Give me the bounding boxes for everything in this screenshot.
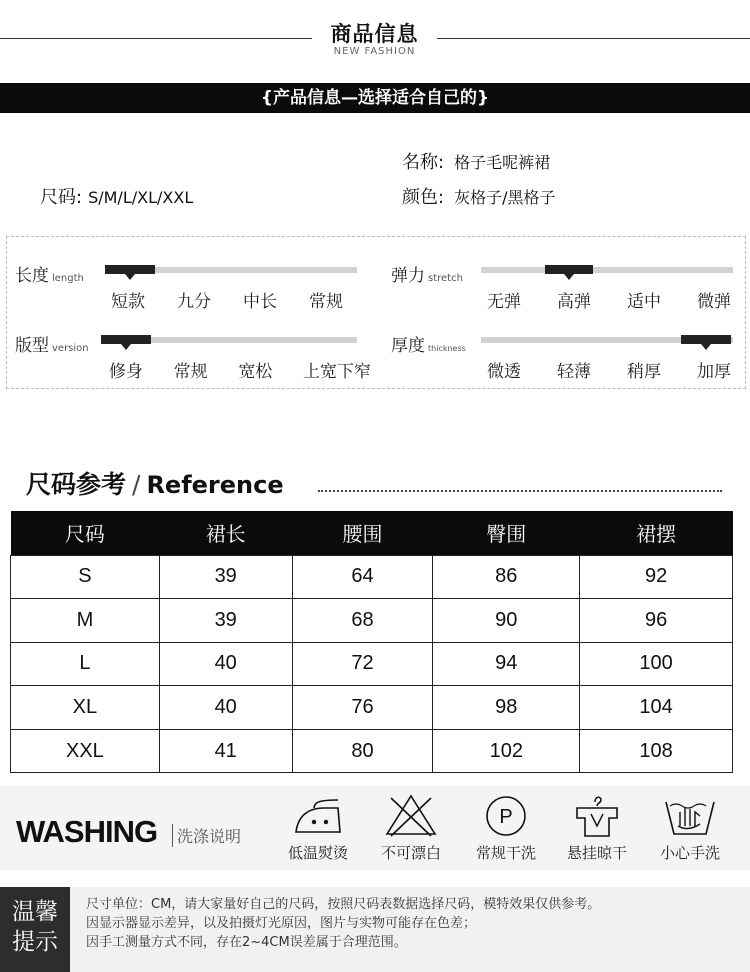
table-cell: 86 (433, 555, 580, 599)
attr-version-label: 版型 (15, 336, 49, 356)
attr-version-track (101, 337, 357, 343)
product-name-label: 名称: (402, 152, 445, 173)
product-color-value: 灰格子/黑格子 (454, 188, 556, 207)
attr-stretch-track (481, 267, 733, 273)
table-cell: 64 (292, 555, 433, 599)
option-mid-length: 中长 (243, 292, 277, 312)
attr-stretch-en: stretch (428, 273, 463, 284)
table-cell: 90 (433, 599, 580, 643)
option-regular-fit: 常规 (173, 362, 208, 382)
table-cell: 96 (580, 599, 733, 643)
table-cell: 92 (580, 555, 733, 599)
dry-clean-p-icon (478, 792, 534, 838)
tips-text (86, 895, 600, 952)
table-cell: 40 (159, 686, 292, 730)
table-cell: 40 (159, 642, 292, 686)
col-waist: 腰围 (292, 511, 433, 555)
attr-length-indicator (105, 265, 155, 274)
product-color-label: 颜色: (402, 187, 445, 208)
option-loose: 宽松 (238, 362, 273, 382)
wash-label: 不可漂白 (380, 844, 441, 862)
size-reference-title (26, 465, 284, 501)
table-cell: M (11, 599, 160, 643)
tip-line: 因手工测量方式不同，存在2~4CM误差属于合理范围。 (86, 935, 407, 950)
product-name (402, 148, 550, 174)
col-hip: 臀围 (433, 511, 580, 555)
iron-low-temp-icon (290, 792, 346, 838)
attr-stretch-indicator (545, 265, 593, 274)
attr-thickness-track (481, 337, 733, 343)
option-slightly-thick: 稍厚 (627, 362, 661, 382)
attr-length-track (105, 267, 357, 273)
section-header (0, 18, 750, 64)
attribute-panel (6, 236, 746, 389)
col-size: 尺码 (11, 511, 160, 555)
header-subtitle: NEW FASHION (333, 46, 416, 57)
option-nine-tenths: 九分 (177, 292, 211, 312)
attr-length-en: length (52, 273, 84, 284)
table-row (11, 642, 733, 686)
product-size-label: 尺码: (40, 187, 83, 208)
table-row (11, 729, 733, 773)
attr-thickness-en: thickness (428, 344, 466, 353)
option-regular: 常规 (309, 292, 343, 312)
option-slight-stretch: 微弹 (697, 292, 731, 312)
no-bleach-icon (383, 792, 439, 838)
option-wide-top-narrow-bottom: 上宽下窄 (302, 362, 371, 382)
attr-thickness-options (487, 357, 731, 382)
table-row (11, 686, 733, 730)
product-size-value: S/M/L/XL/XXL (88, 188, 194, 207)
option-moderate: 适中 (627, 292, 661, 312)
attr-thickness-name (391, 331, 466, 356)
product-name-value: 格子毛呢裤裙 (454, 153, 551, 172)
table-cell: S (11, 555, 160, 599)
table-cell: 39 (159, 599, 292, 643)
table-cell: 68 (292, 599, 433, 643)
reference-slash: / (132, 470, 141, 499)
svg-text:P: P (499, 806, 513, 828)
hand-wash-icon (662, 792, 718, 838)
table-cell: L (11, 642, 160, 686)
table-cell: XXL (11, 729, 160, 773)
tips-badge (0, 887, 70, 972)
table-cell: 108 (580, 729, 733, 773)
table-cell: 102 (433, 729, 580, 773)
option-no-stretch: 无弹 (487, 292, 521, 312)
attr-thickness-indicator (681, 335, 731, 344)
header-divider-left (0, 38, 312, 39)
washing-title: WASHING (16, 814, 158, 849)
option-slim: 修身 (109, 362, 143, 382)
option-sheer: 微透 (487, 362, 521, 382)
wash-label: 常规干洗 (475, 844, 536, 862)
header-divider-right (437, 38, 750, 39)
product-info-banner: {产品信息—选择适合自己的} (0, 83, 750, 113)
wash-label: 悬挂晾干 (566, 844, 627, 862)
tips-badge-line2: 提示 (12, 929, 58, 955)
table-cell: 72 (292, 642, 433, 686)
size-table (10, 511, 733, 773)
option-thick: 加厚 (697, 362, 731, 382)
table-cell: 80 (292, 729, 433, 773)
tip-line: 尺寸单位：CM，请大家量好自己的尺码，按照尺码表数据选择尺码，模特效果仅供参考。 (86, 897, 601, 912)
wash-item-hang-dry (557, 792, 637, 863)
attr-version-name (15, 331, 89, 356)
tips-section (0, 887, 750, 972)
attr-thickness-label: 厚度 (391, 336, 425, 356)
table-cell: 76 (292, 686, 433, 730)
wash-item-dry-clean (466, 792, 546, 863)
reference-title-cn: 尺码参考 (26, 470, 127, 499)
header-title: 商品信息 (330, 22, 419, 46)
option-thin: 轻薄 (557, 362, 591, 382)
product-size (40, 183, 193, 209)
table-row (11, 555, 733, 599)
tips-badge-line1: 温馨 (12, 899, 58, 925)
size-table-header-row (11, 511, 733, 555)
attr-length-label: 长度 (15, 266, 49, 286)
table-cell: 39 (159, 555, 292, 599)
table-cell: 94 (433, 642, 580, 686)
attr-version-en: version (52, 343, 89, 354)
table-cell: 41 (159, 729, 292, 773)
option-short: 短款 (111, 292, 145, 312)
table-cell: 100 (580, 642, 733, 686)
col-skirt-length: 裙长 (159, 511, 292, 555)
table-cell: 104 (580, 686, 733, 730)
option-high-stretch: 高弹 (557, 292, 591, 312)
reference-title-en: Reference (146, 471, 284, 499)
wash-label: 低温熨烫 (287, 844, 348, 862)
tip-line: 因显示器显示差异，以及拍摄灯光原因，图片与实物可能存在色差； (86, 916, 477, 931)
attr-length-options (111, 287, 343, 312)
attr-stretch-options (487, 287, 731, 312)
washing-section (0, 786, 750, 870)
product-color (402, 183, 555, 209)
wash-item-hand-wash (650, 792, 730, 863)
wash-item-iron (278, 792, 358, 863)
washing-subtitle: 洗涤说明 (172, 824, 241, 847)
table-cell: XL (11, 686, 160, 730)
wash-item-no-bleach (371, 792, 451, 863)
table-cell: 98 (433, 686, 580, 730)
attr-length-name (15, 261, 84, 286)
attr-stretch-label: 弹力 (391, 266, 425, 286)
attr-stretch-name (391, 261, 463, 286)
reference-dotted-rule (318, 490, 722, 492)
wash-label: 小心手洗 (659, 844, 720, 862)
attr-version-options (109, 357, 371, 382)
table-row (11, 599, 733, 643)
attr-version-indicator (101, 335, 151, 344)
hang-dry-icon (569, 792, 625, 838)
col-hem: 裙摆 (580, 511, 733, 555)
